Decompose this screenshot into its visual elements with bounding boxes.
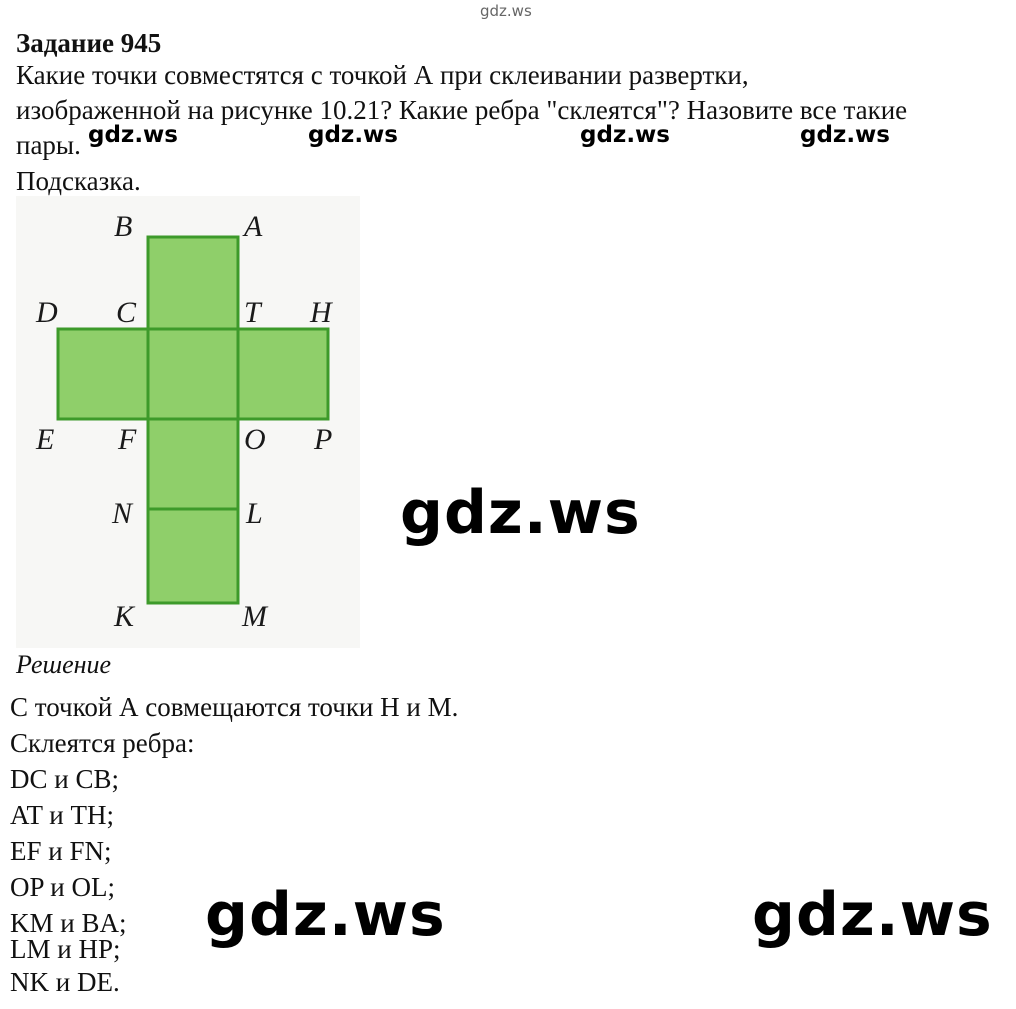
point-label-d: D [36,296,58,329]
solution-line-7: KM и BA; [10,908,127,938]
face-left [58,329,148,419]
cube-net-diagram [16,196,360,648]
point-label-t: T [244,296,261,329]
solution-line-4: AT и TH; [10,800,114,830]
watermark-top: gdz.ws [480,2,532,20]
point-label-n: N [112,497,133,530]
face-bottom [148,509,238,603]
point-label-h: H [310,296,332,329]
task-title: Задание 945 [16,28,162,58]
watermark-big-3: gdz.ws [752,880,993,950]
watermark-big-2: gdz.ws [205,880,446,950]
task-line-2: изображенной на рисунке 10.21? Какие ребра "склеятся"? Назовите все такие [16,95,908,125]
solution-line-5: EF и FN; [10,836,112,866]
solution-line-1: С точкой А совмещаются точки Н и М. [10,692,459,722]
solution-line-3: DC и CB; [10,764,119,794]
point-label-k: K [114,600,135,633]
task-line-1: Какие точки совместятся с точкой А при склеивании развертки, [16,60,749,90]
solution-line-9: NK и DE. [10,967,120,997]
cube-net-figure [16,196,360,648]
face-center [148,329,238,419]
solution-label: Решение [16,650,112,679]
point-label-c: C [116,296,137,329]
solution-line-8: LM и HP; [10,934,121,964]
face-top [148,237,238,329]
face-lower [148,419,238,509]
point-label-e: E [36,423,55,456]
face-right [238,329,328,419]
solution-line-2: Склеятся ребра: [10,728,195,758]
watermark-small-1: gdz.ws [88,122,178,148]
watermark-small-4: gdz.ws [800,122,890,148]
watermark-big-1: gdz.ws [400,478,641,548]
point-label-f: F [118,423,137,456]
point-label-a: A [244,210,263,243]
point-label-m: M [242,600,267,633]
task-hint: Подсказка. [16,166,141,196]
point-label-o: O [244,423,266,456]
solution-line-6: OP и OL; [10,872,115,902]
watermark-small-2: gdz.ws [308,122,398,148]
point-label-p: P [314,423,333,456]
task-line-3: пары. [16,130,81,160]
point-label-l: L [246,497,263,530]
point-label-b: B [114,210,133,243]
watermark-small-3: gdz.ws [580,122,670,148]
